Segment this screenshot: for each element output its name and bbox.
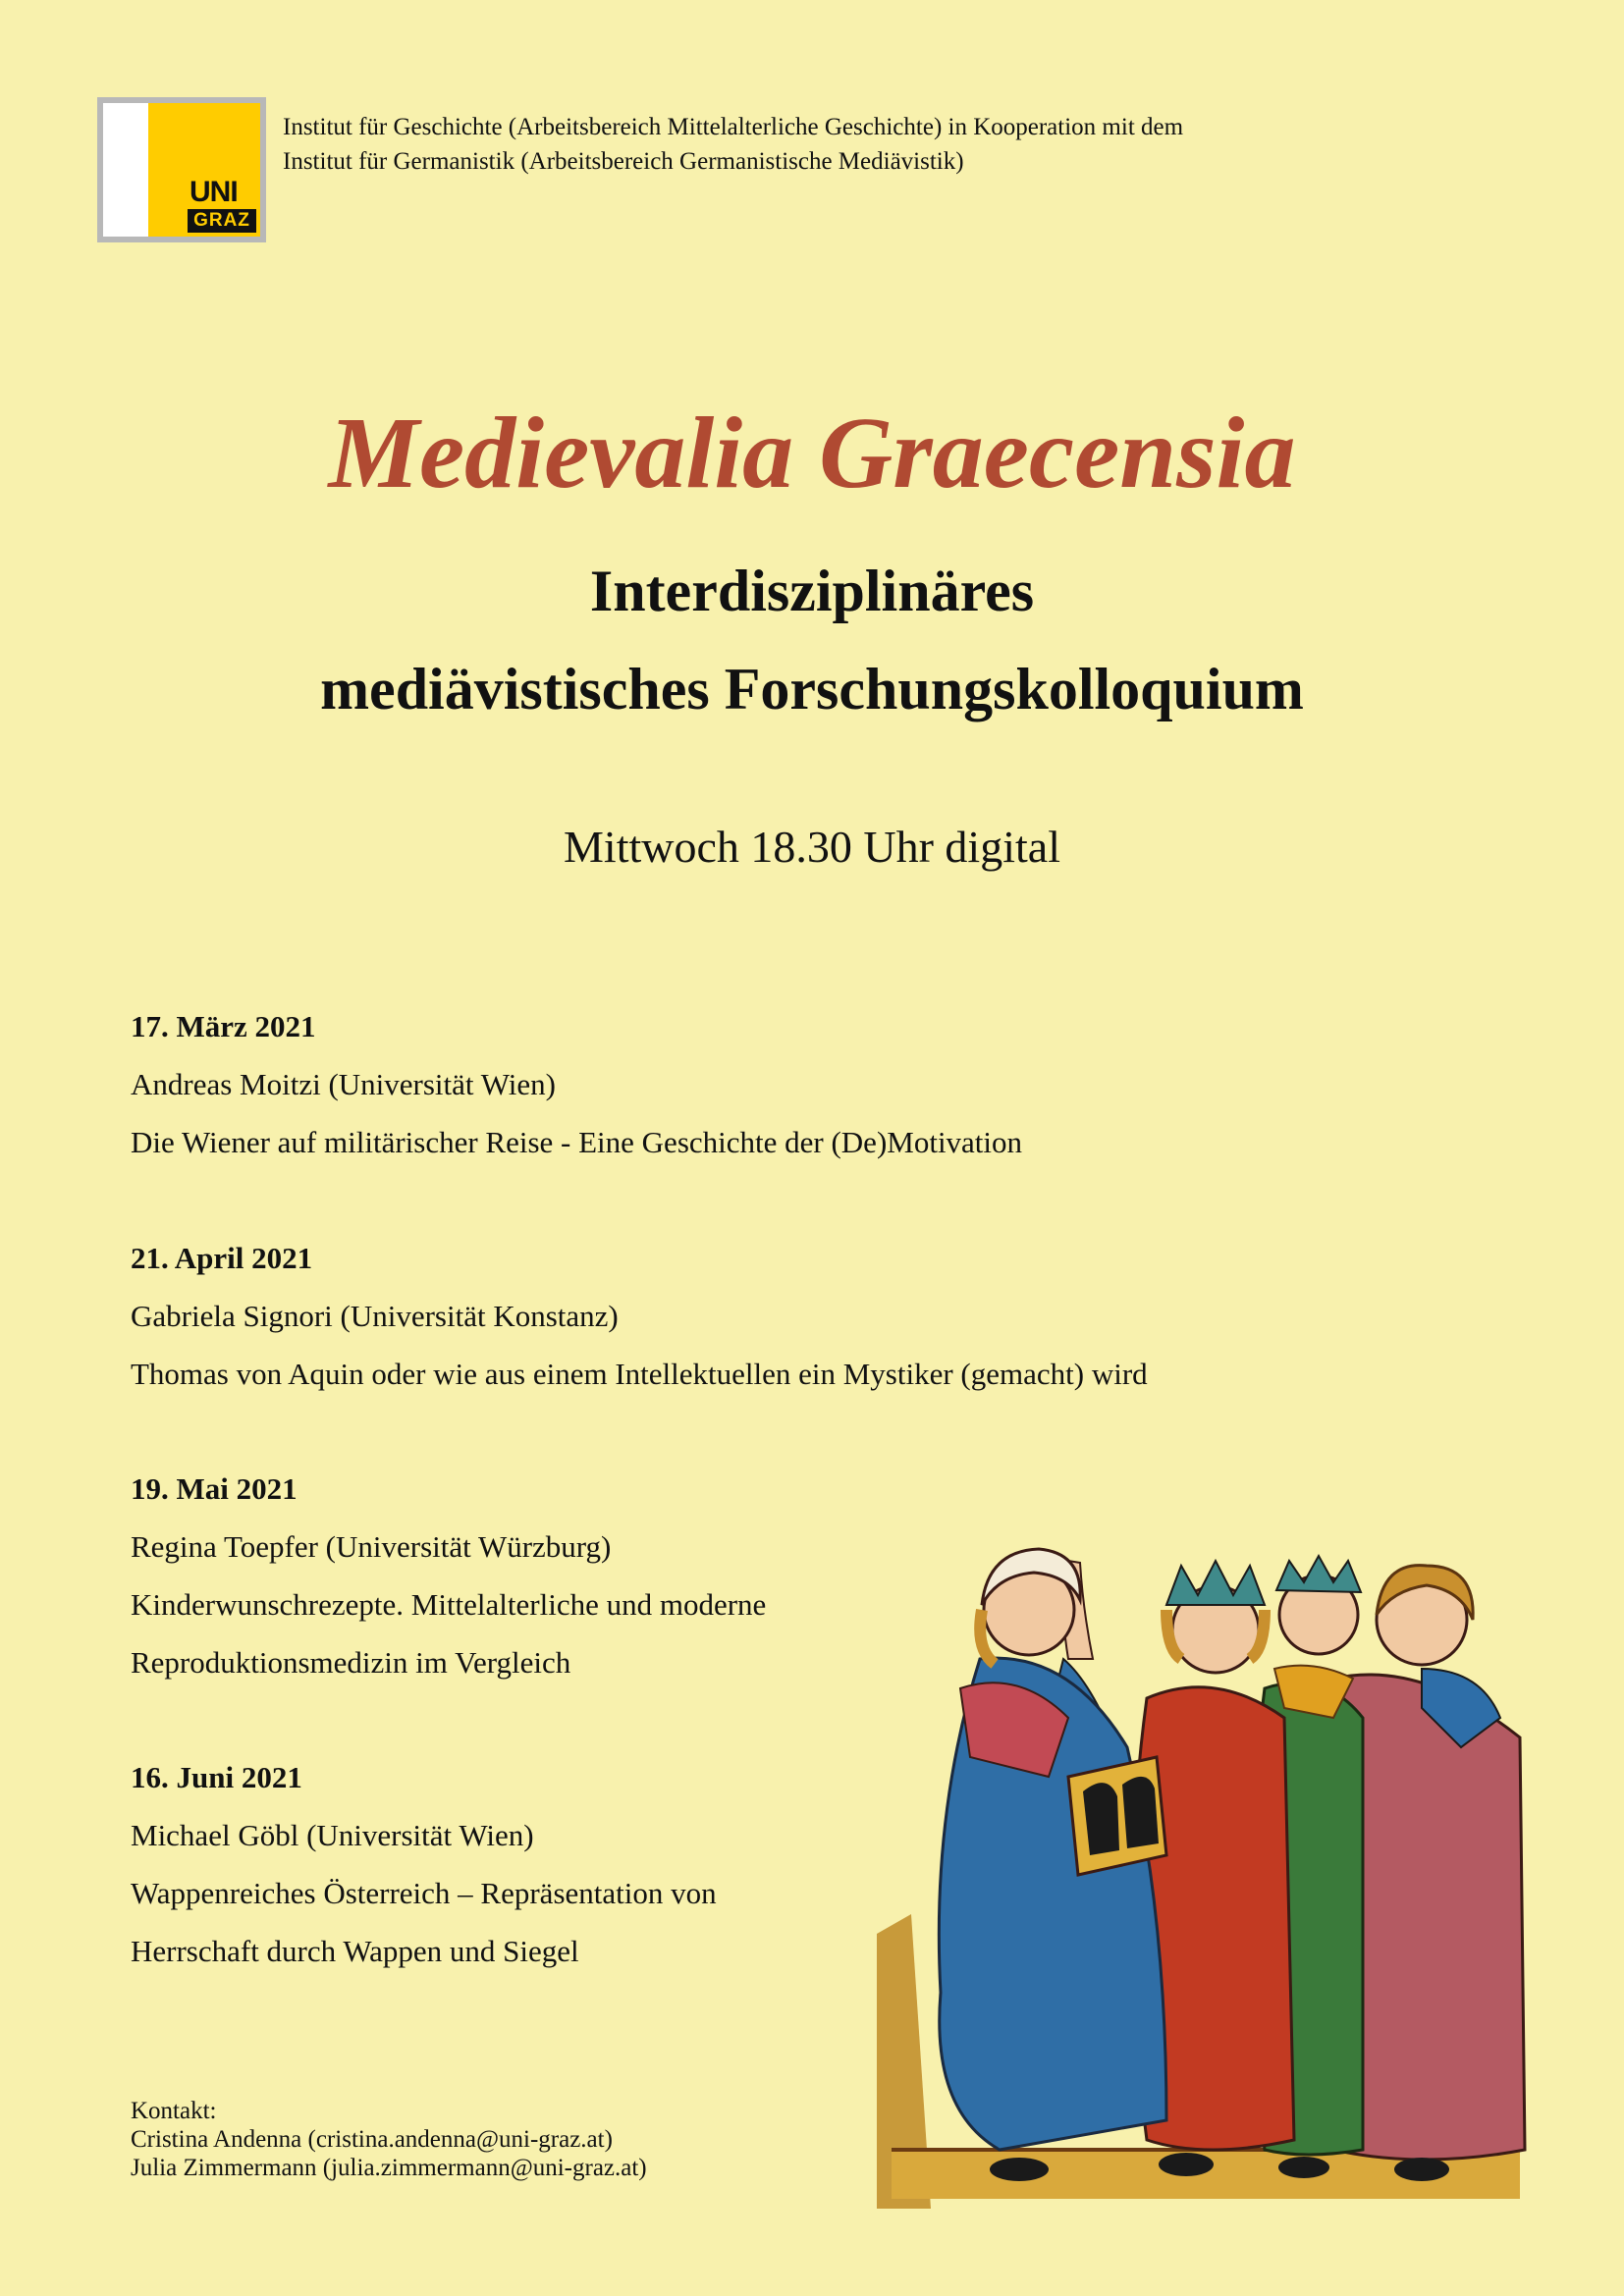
contact-block — [131, 2097, 647, 2182]
event-1 — [131, 997, 1022, 1171]
event-date: 21. April 2021 — [131, 1241, 313, 1275]
event-title: Die Wiener auf militärischer Reise - Eine Geschichte der (De)Motivation — [131, 1125, 1023, 1159]
event-speaker: Andreas Moitzi (Universität Wien) — [131, 1067, 556, 1101]
event-title-line-1: Wappenreiches Österreich – Repräsentation von — [131, 1876, 717, 1910]
event-2 — [131, 1229, 1148, 1403]
medieval-illustration — [872, 1522, 1530, 2209]
institution-header — [283, 110, 1461, 179]
logo-text-uni: UNI — [189, 176, 238, 208]
subtitle-line-2: mediävistisches Forschungskolloquium — [320, 657, 1304, 721]
contact-label: Kontakt: — [131, 2098, 217, 2124]
event-title-line-2: Reproduktionsmedizin im Vergleich — [131, 1645, 571, 1680]
event-date: 17. März 2021 — [131, 1009, 316, 1043]
page-title: Medievalia Graecensia — [328, 397, 1296, 509]
schedule-info: Mittwoch 18.30 Uhr digital — [564, 822, 1060, 872]
event-title-line-2: Herrschaft durch Wappen und Siegel — [131, 1934, 579, 1968]
event-title: Thomas von Aquin oder wie aus einem Intellektuellen ein Mystiker (gemacht) wird — [131, 1357, 1148, 1391]
uni-graz-logo — [97, 97, 266, 242]
institution-line-2: Institut für Germanistik (Arbeitsbereich Germanistische Mediävistik) — [283, 148, 964, 175]
logo-text-graz: GRAZ — [188, 209, 256, 233]
event-speaker: Gabriela Signori (Universität Konstanz) — [131, 1299, 619, 1333]
contact-line-1: Cristina Andenna (cristina.andenna@uni-graz.at) — [131, 2126, 613, 2153]
event-4 — [131, 1748, 717, 1980]
subtitle-line-1: Interdisziplinäres — [589, 559, 1035, 623]
contact-line-2: Julia Zimmermann (julia.zimmermann@uni-graz.at) — [131, 2155, 647, 2181]
event-title-line-1: Kinderwunschrezepte. Mittelalterliche und moderne — [131, 1587, 767, 1622]
event-3 — [131, 1460, 766, 1691]
event-speaker: Michael Göbl (Universität Wien) — [131, 1818, 534, 1852]
event-date: 16. Juni 2021 — [131, 1760, 302, 1794]
event-date: 19. Mai 2021 — [131, 1471, 298, 1506]
institution-line-1: Institut für Geschichte (Arbeitsbereich Mittelalterliche Geschichte) in Kooperation mit dem — [283, 114, 1184, 140]
event-speaker: Regina Toepfer (Universität Würzburg) — [131, 1529, 612, 1564]
